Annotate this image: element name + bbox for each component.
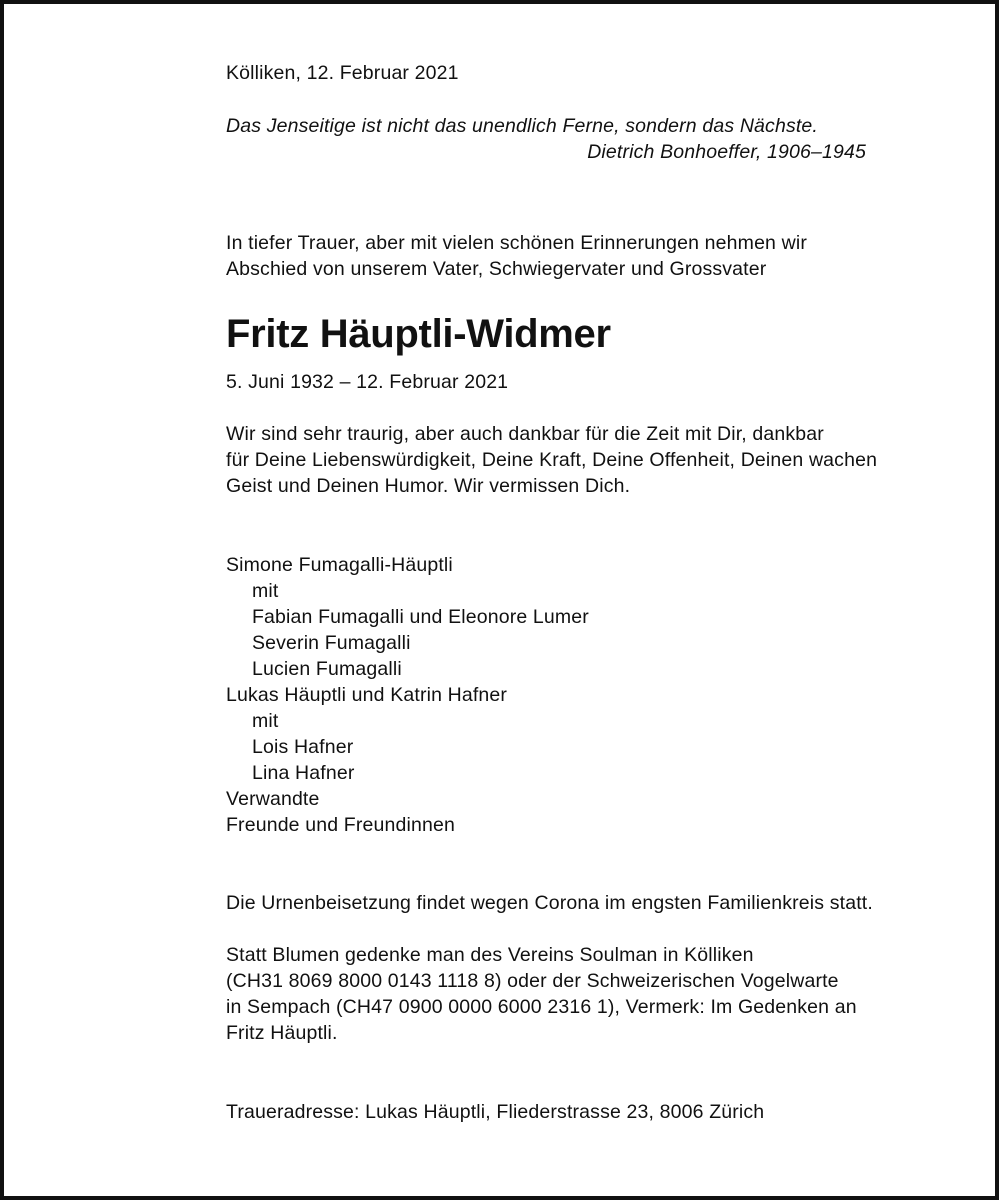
donation-line: (CH31 8069 8000 0143 1118 8) oder der Schweizerischen Vogelwarte (226, 970, 839, 992)
burial-note: Die Urnenbeisetzung findet wegen Corona im engsten Familienkreis statt. (226, 892, 873, 914)
mourners-list (226, 552, 946, 838)
message-line: Wir sind sehr traurig, aber auch dankbar für die Zeit mit Dir, dankbar (226, 423, 824, 445)
mourning-address: Traueradresse: Lukas Häuptli, Fliederstrasse 23, 8006 Zürich (226, 1101, 765, 1123)
intro-line: Abschied von unserem Vater, Schwiegervater und Grossvater (226, 258, 767, 280)
message-line: für Deine Liebenswürdigkeit, Deine Kraft, Deine Offenheit, Deinen wachen (226, 449, 878, 471)
mourner-entry: mit (252, 580, 279, 602)
mourner-entry: Lina Hafner (252, 762, 355, 784)
notice-content (226, 60, 946, 1125)
donation-line: Fritz Häuptli. (226, 1022, 338, 1044)
quote-block (226, 113, 866, 165)
mourner-entry: Verwandte (226, 788, 320, 810)
place-date: Kölliken, 12. Februar 2021 (226, 62, 459, 84)
donation-line: Statt Blumen gedenke man des Vereins Soulman in Kölliken (226, 944, 754, 966)
mourner-entry: Severin Fumagalli (252, 632, 411, 654)
mourner-entry: Lukas Häuptli und Katrin Hafner (226, 684, 508, 706)
life-dates: 5. Juni 1932 – 12. Februar 2021 (226, 371, 509, 393)
message-line: Geist und Deinen Humor. Wir vermissen Dich. (226, 475, 631, 497)
mourner-entry: Freunde und Freundinnen (226, 814, 455, 836)
quote-attribution: Dietrich Bonhoeffer, 1906–1945 (587, 141, 866, 163)
message-paragraph (226, 421, 946, 499)
mourner-entry: Lucien Fumagalli (252, 658, 402, 680)
donation-paragraph (226, 942, 946, 1046)
mourner-entry: Simone Fumagalli-Häuptli (226, 554, 453, 576)
intro-line: In tiefer Trauer, aber mit vielen schönen Erinnerungen nehmen wir (226, 232, 807, 254)
quote-text: Das Jenseitige ist nicht das unendlich Ferne, sondern das Nächste. (226, 115, 818, 137)
deceased-name: Fritz Häuptli-Widmer (226, 312, 611, 356)
mourner-entry: Fabian Fumagalli und Eleonore Lumer (252, 606, 589, 628)
mourner-entry: mit (252, 710, 279, 732)
intro-paragraph (226, 230, 946, 282)
mourner-entry: Lois Hafner (252, 736, 354, 758)
donation-line: in Sempach (CH47 0900 0000 6000 2316 1), Vermerk: Im Gedenken an (226, 996, 857, 1018)
